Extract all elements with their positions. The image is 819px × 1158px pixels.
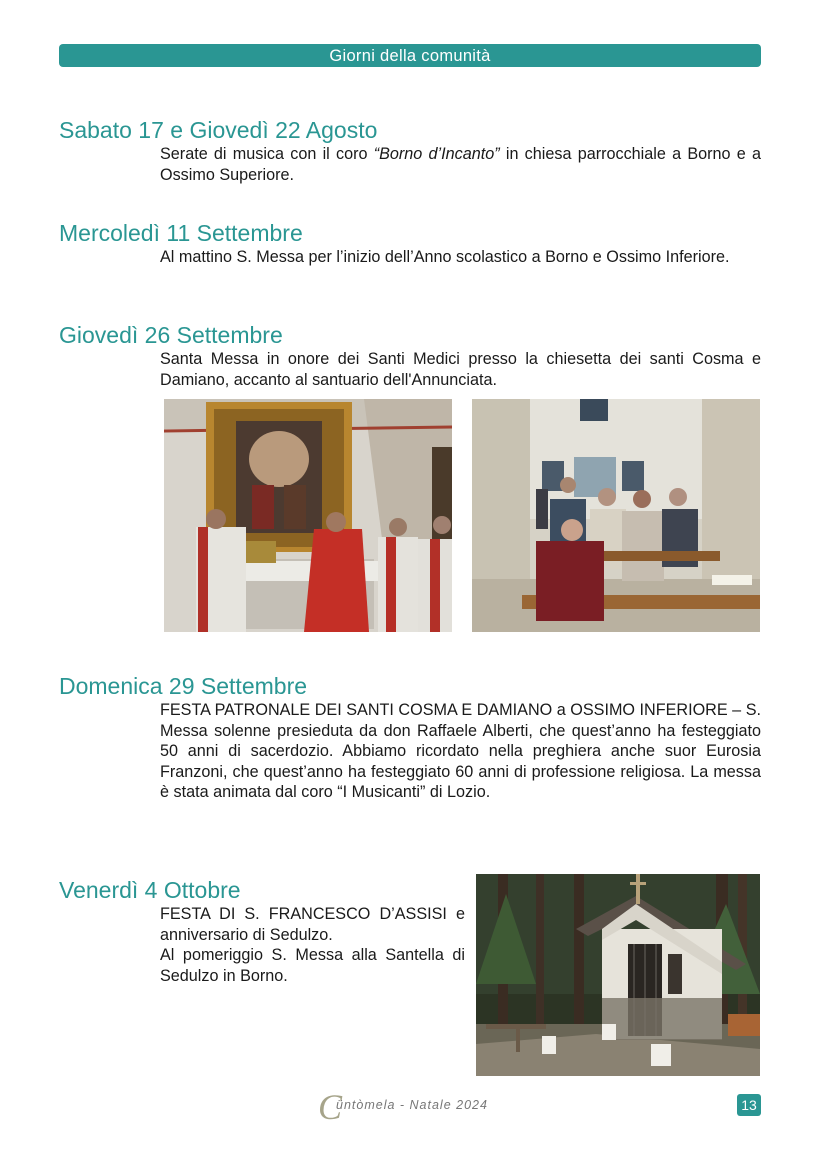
event-4-ottobre (59, 876, 465, 986)
event-date: Giovedì 26 Settembre (59, 322, 283, 348)
event-description: Al mattino S. Messa per l’inizio dell’Anno scolastico a Borno e Ossimo Inferiore. (160, 248, 730, 266)
event-date: Domenica 29 Settembre (59, 673, 308, 699)
photo-altar-mass (164, 399, 452, 632)
choir-name: “Borno d’Incanto” (373, 145, 500, 163)
event-agosto (59, 116, 761, 185)
photo-congregation (472, 399, 760, 632)
magazine-issue: üntòmela - Natale 2024 (336, 1098, 488, 1112)
section-header: Giorni della comunità (59, 44, 761, 67)
event-date: Venerdì 4 Ottobre (59, 877, 241, 903)
magazine-logo (318, 1086, 518, 1127)
event-description: Santa Messa in onore dei Santi Medici presso la chiesetta dei santi Cosma e Damiano, accanto al santuario dell'Annunciata. (160, 350, 761, 389)
event-26-settembre (59, 321, 761, 390)
event-date: Mercoledì 11 Settembre (59, 220, 303, 246)
photo-santella-sedulzo (476, 874, 760, 1076)
event-description: Serate di musica con il coro “Borno d’Incanto” in chiesa parrocchiale a Borno e a Ossimo Superiore. (160, 145, 761, 184)
event-29-settembre (59, 672, 761, 803)
page-number: 13 (737, 1094, 761, 1116)
event-11-settembre (59, 219, 761, 268)
logo-initial: C (318, 1087, 343, 1127)
event-description: FESTA DI S. FRANCESCO D’ASSISI e anniversario di Sedulzo. Al pomeriggio S. Messa alla Santella di Sedulzo in Borno. (160, 905, 465, 985)
event-date: Sabato 17 e Giovedì 22 Agosto (59, 117, 378, 143)
event-description: FESTA PATRONALE DEI SANTI COSMA E DAMIANO a OSSIMO INFERIORE – S. Messa solenne presieduta da don Raffaele Alberti, che quest’anno ha festeggiato 50 anni di sacerdozio. Abbiamo ricordato nella preghiera anche suor Eurosia Franzoni, che quest’anno ha festeggiato 60 anni di professione religiosa. La messa è stata animata dal coro “I Musicanti” di Lozio. (160, 701, 761, 801)
